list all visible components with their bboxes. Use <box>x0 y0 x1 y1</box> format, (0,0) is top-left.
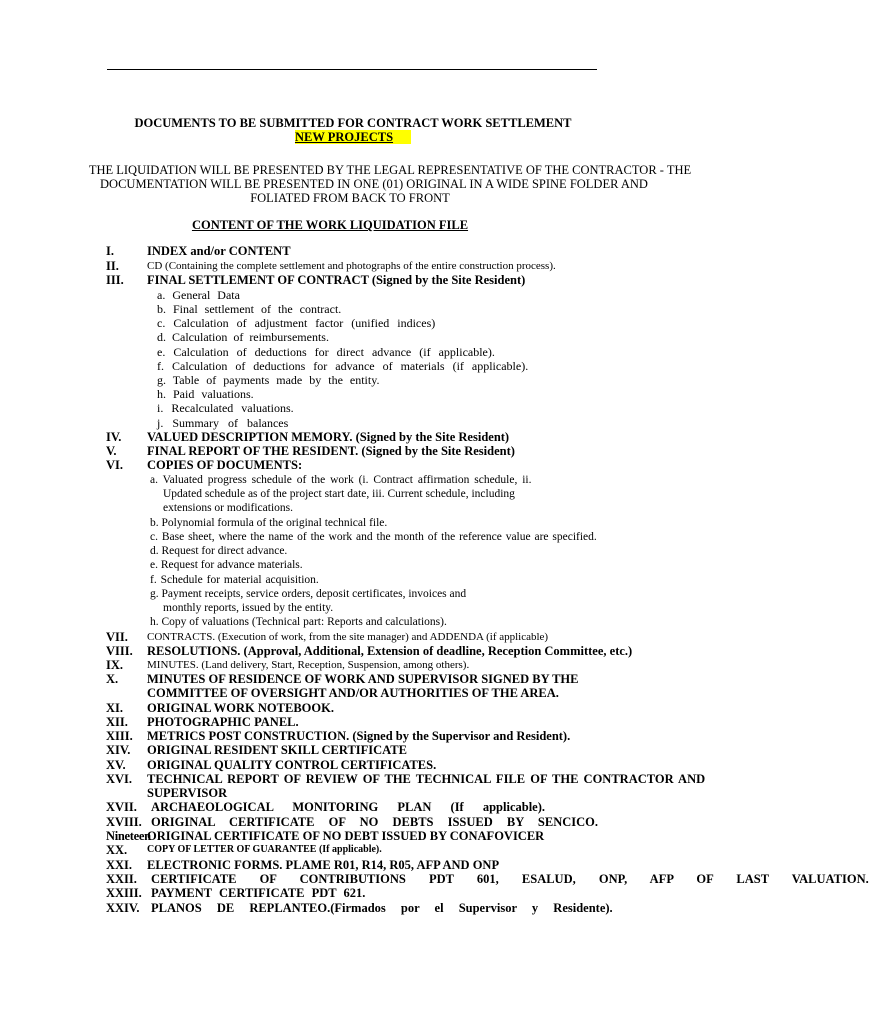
intro-line-3: FOLIATED FROM BACK TO FRONT <box>250 191 450 205</box>
subitem-6h: h. Copy of valuations (Technical part: Reports and calculations). <box>150 616 447 628</box>
subitem-3g: g. Table of payments made by the entity. <box>157 373 380 387</box>
item-number: XIII. <box>106 729 133 743</box>
subitem-6d: d. Request for direct advance. <box>150 545 288 557</box>
subitem-6a-cont-1: Updated schedule as of the project start date, iii. Current schedule, including <box>163 488 515 500</box>
subitem-6g-cont: monthly reports, issued by the entity. <box>163 602 334 614</box>
item-number: XV. <box>106 758 126 772</box>
item-text: RESOLUTIONS. (Approval, Additional, Extension of deadline, Reception Committee, etc.) <box>147 644 633 658</box>
item-text: PHOTOGRAPHIC PANEL. <box>147 715 299 729</box>
subitem-6c: c. Base sheet, where the name of the work and the month of the reference value are specified. <box>150 531 597 543</box>
subitem-3i: i. Recalculated valuations. <box>157 401 294 415</box>
item-number: XXII. <box>106 872 137 886</box>
item-number: XI. <box>106 701 124 715</box>
item-text: ORIGINAL RESIDENT SKILL CERTIFICATE <box>147 743 407 757</box>
subitem-3h: h. Paid valuations. <box>157 387 254 401</box>
item-number: I. <box>106 244 114 258</box>
item-number: XVII. <box>106 800 137 814</box>
item-text: ORIGINAL CERTIFICATE OF NO DEBT ISSUED BY CONAFOVICER <box>147 829 545 843</box>
item-text: PAYMENT CERTIFICATE PDT 621. <box>151 886 366 900</box>
subitem-3c: c. Calculation of adjustment factor (unified indices) <box>157 316 436 330</box>
intro-line-1: THE LIQUIDATION WILL BE PRESENTED BY THE LEGAL REPRESENTATIVE OF THE CONTRACTOR - THE <box>88 163 692 177</box>
item-text: VALUED DESCRIPTION MEMORY. (Signed by the Site Resident) <box>147 430 510 444</box>
subitem-3a: a. General Data <box>157 288 240 302</box>
document-title: DOCUMENTS TO BE SUBMITTED FOR CONTRACT WORK SETTLEMENT <box>134 116 572 130</box>
item-text: FINAL SETTLEMENT OF CONTRACT (Signed by the Site Resident) <box>147 273 526 287</box>
item-number: X. <box>106 672 119 686</box>
section-title: CONTENT OF THE WORK LIQUIDATION FILE <box>191 218 469 232</box>
subitem-3e: e. Calculation of deductions for direct advance (if applicable). <box>157 345 495 359</box>
item-number: XX. <box>106 843 128 857</box>
item-number: VII. <box>106 630 128 644</box>
item-text: CERTIFICATE OF CONTRIBUTIONS PDT 601, ESALUD, ONP, AFP OF LAST VALUATION. <box>151 872 869 886</box>
item-text: ORIGINAL QUALITY CONTROL CERTIFICATES. <box>147 758 437 772</box>
item-number: Nineteen <box>106 829 151 843</box>
subitem-3j: j. Summary of balances <box>157 416 289 430</box>
item-text: METRICS POST CONSTRUCTION. (Signed by the Supervisor and Resident). <box>147 729 571 743</box>
item-text: ORIGINAL CERTIFICATE OF NO DEBTS ISSUED BY SENCICO. <box>151 815 599 829</box>
subitem-6f: f. Schedule for material acquisition. <box>150 574 319 586</box>
item-number: IX. <box>106 658 124 672</box>
subitem-6a-cont-2: extensions or modifications. <box>163 502 293 514</box>
item-text: ORIGINAL WORK NOTEBOOK. <box>147 701 334 715</box>
item-text: INDEX and/or CONTENT <box>147 244 291 258</box>
item-number: XXIII. <box>106 886 142 900</box>
item-number: VI. <box>106 458 124 472</box>
top-rule <box>107 69 597 70</box>
item-text: PLANOS DE REPLANTEO.(Firmados por el Supervisor y Residente). <box>151 901 613 915</box>
item-number: III. <box>106 273 124 287</box>
document-subtitle: NEW PROJECTS <box>295 130 411 144</box>
section-title-wrap <box>0 218 706 233</box>
subitem-3d: d. Calculation of reimbursements. <box>157 330 329 344</box>
subitem-3f: f. Calculation of deductions for advance of materials (if applicable). <box>157 359 529 373</box>
item-number: XIV. <box>106 743 131 757</box>
item-text: COPIES OF DOCUMENTS: <box>147 458 303 472</box>
document-subtitle-wrap <box>0 130 706 145</box>
item-number: IV. <box>106 430 122 444</box>
item-number: XXIV. <box>106 901 140 915</box>
subitem-6g: g. Payment receipts, service orders, deposit certificates, invoices and <box>150 588 467 600</box>
item-text: FINAL REPORT OF THE RESIDENT. (Signed by the Site Resident) <box>147 444 515 458</box>
item-text: MINUTES. (Land delivery, Start, Reception, Suspension, among others). <box>147 659 470 671</box>
item-text: CONTRACTS. (Execution of work, from the site manager) and ADDENDA (if applicable) <box>147 631 549 643</box>
item-text: MINUTES OF RESIDENCE OF WORK AND SUPERVISOR SIGNED BY THE <box>147 672 579 686</box>
item-number: V. <box>106 444 117 458</box>
item-number: XXI. <box>106 858 133 872</box>
item-number: XVI. <box>106 772 133 786</box>
item-number: XII. <box>106 715 128 729</box>
subitem-6a: a. Valuated progress schedule of the work (i. Contract affirmation schedule, ii. <box>150 474 532 486</box>
item-text: ELECTRONIC FORMS. PLAME R01, R14, R05, AFP AND ONP <box>147 858 500 872</box>
item-number: XVIII. <box>106 815 142 829</box>
item-text: ARCHAEOLOGICAL MONITORING PLAN (If applicable). <box>151 800 546 814</box>
item-text-continued: COMMITTEE OF OVERSIGHT AND/OR AUTHORITIES OF THE AREA. <box>147 686 559 700</box>
subitem-6b: b. Polynomial formula of the original technical file. <box>150 517 388 529</box>
item-text: COPY OF LETTER OF GUARANTEE (If applicable). <box>147 844 382 855</box>
item-text: TECHNICAL REPORT OF REVIEW OF THE TECHNICAL FILE OF THE CONTRACTOR AND <box>147 772 706 786</box>
item-number: VIII. <box>106 644 133 658</box>
subitem-3b: b. Final settlement of the contract. <box>157 302 342 316</box>
subitem-6e: e. Request for advance materials. <box>150 559 303 571</box>
item-number: II. <box>106 259 119 273</box>
item-text: CD (Containing the complete settlement and photographs of the entire construction process). <box>147 260 556 272</box>
intro-line-2: DOCUMENTATION WILL BE PRESENTED IN ONE (01) ORIGINAL IN A WIDE SPINE FOLDER AND <box>100 177 648 191</box>
item-text-continued: SUPERVISOR <box>147 786 228 800</box>
